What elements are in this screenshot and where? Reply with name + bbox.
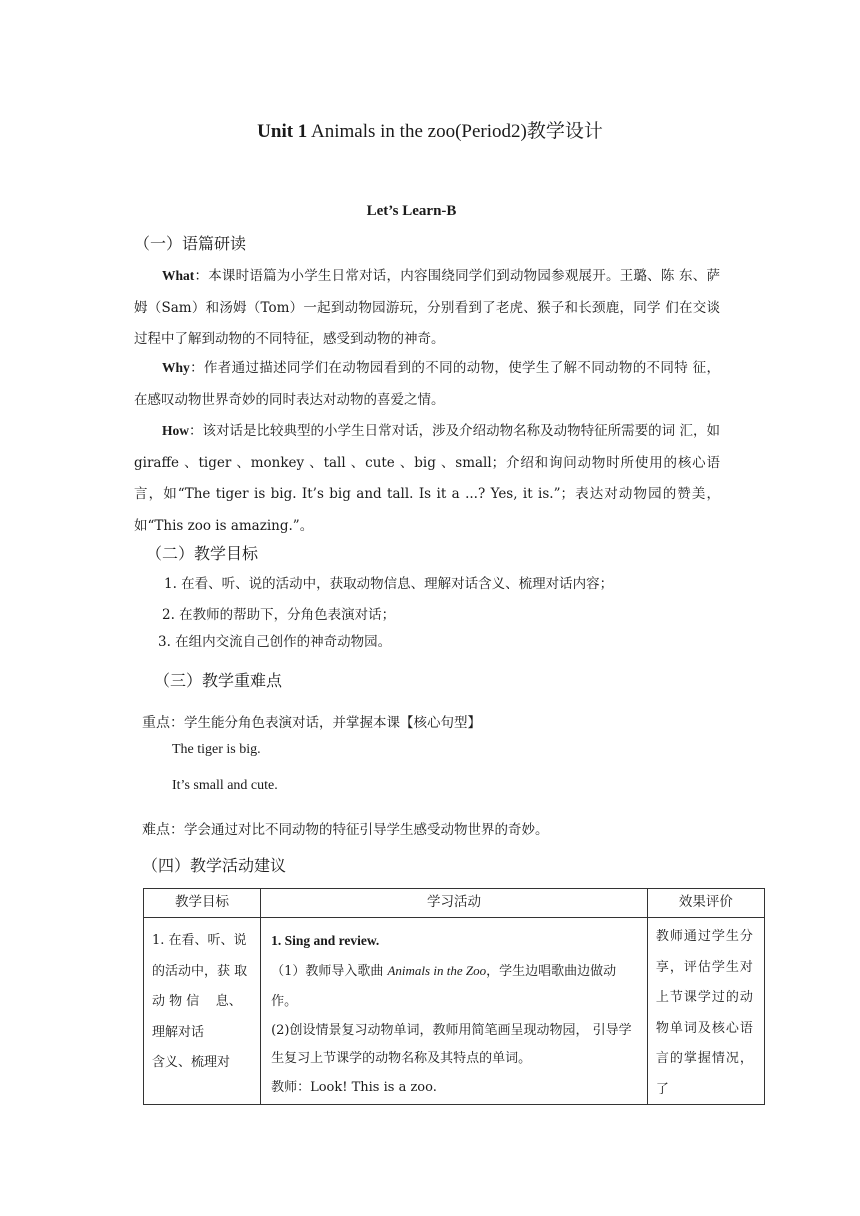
activity-step-1 xyxy=(271,956,641,1017)
header-evaluation: 效果评价 xyxy=(647,889,764,918)
goal-cell xyxy=(144,918,261,1105)
why-label: Why xyxy=(162,360,190,375)
key-point-text: 学生能分角色表演对话，并掌握本课【核心句型】 xyxy=(184,715,481,731)
activity-cell-content xyxy=(271,926,641,1104)
section1-heading: （一）语篇研读 xyxy=(134,234,247,253)
header-goal: 教学目标 xyxy=(144,889,261,918)
section2-heading: （二）教学目标 xyxy=(146,544,259,563)
goal-item-1: 1. 在看、听、说的活动中，获取动物信息、理解对话含义、梳理对话内容； xyxy=(164,576,614,592)
activity-cell xyxy=(261,918,648,1105)
how-paragraph xyxy=(134,415,720,542)
title-unit: Unit 1 xyxy=(257,121,308,142)
key-point xyxy=(142,711,481,732)
core-sentence-1: The tiger is big. xyxy=(172,742,261,757)
goal-cell-text: 1. 在看、听、说的活动中，获 取 动 物 信 息、理解对话 含义、梳理对 xyxy=(152,933,248,1070)
activity-table xyxy=(143,888,765,1105)
evaluation-cell xyxy=(647,918,764,1105)
title-rest: Animals in the zoo(Period2)教学设计 xyxy=(307,121,603,142)
what-paragraph xyxy=(134,260,720,356)
activity-step-1-a: （1）教师导入歌曲 xyxy=(271,964,388,979)
key-point-label: 重点： xyxy=(142,715,184,731)
table-header-row xyxy=(144,889,765,918)
what-text: ：本课时语篇为小学生日常对话，内容围绕同学们到动物园参观展开。王璐、陈 东、萨姆（Sam）和汤姆（Tom）一起到动物园游玩，分别看到了老虎、猴子和长颈鹿，同学 们在交谈过程中了解到动物的不同特征，感受到动物的神奇。 xyxy=(134,268,720,347)
goal-item-3: 3. 在组内交流自己创作的神奇动物园。 xyxy=(158,634,392,650)
goal-item-2: 2. 在教师的帮助下，分角色表演对话； xyxy=(162,607,396,623)
song-title: Animals in the Zoo xyxy=(387,963,487,978)
activity-step-3: 教师：Look! This is a zoo. xyxy=(271,1080,437,1095)
how-text: ：该对话是比较典型的小学生日常对话，涉及介绍动物名称及动物特征所需要的词 汇，如 giraffe 、tiger 、monkey 、tall 、cute 、big 、small；介绍和询问动物时所使用的核心语 言，如“The tiger is big. It’s big and tall. Is it a ...? Yes, it is.”；表达对动物园的赞美，如“This zoo is amazing.”。 xyxy=(134,423,720,534)
why-text: ：作者通过描述同学们在动物园看到的不同的动物，使学生了解不同动物的不同特 征，在感叹动物世界奇妙的同时表达对动物的喜爱之情。 xyxy=(134,360,720,408)
header-activity: 学习活动 xyxy=(261,889,648,918)
section4-heading: （四）教学活动建议 xyxy=(142,856,287,875)
activity-step-1-b: ，学生边唱歌曲边做动作。 xyxy=(271,964,617,1009)
section3-heading: （三）教学重难点 xyxy=(154,671,283,690)
core-sentence-2: It’s small and cute. xyxy=(172,778,278,793)
table-row xyxy=(144,918,765,1105)
difficult-point xyxy=(142,818,549,839)
document-title xyxy=(0,116,860,143)
evaluation-cell-text: 教师通过学生分享，评估学生对上节课学过的动物单词及核心语言的掌握情况，了 xyxy=(655,929,754,1097)
difficult-point-text: 学会通过对比不同动物的特征引导学生感受动物世界的奇妙。 xyxy=(184,822,549,838)
lesson-subtitle: Let’s Learn-B xyxy=(366,203,457,219)
why-paragraph xyxy=(134,352,720,416)
activity-step-2: (2)创设情景复习动物单词，教师用简笔画呈现动物园， 引导学生复习上节课学的动物名称及其特点的单词。 xyxy=(271,1023,632,1066)
how-label: How xyxy=(162,423,189,438)
what-label: What xyxy=(162,268,195,283)
activity-title: 1. Sing and review. xyxy=(271,933,380,948)
difficult-point-label: 难点： xyxy=(142,822,184,838)
